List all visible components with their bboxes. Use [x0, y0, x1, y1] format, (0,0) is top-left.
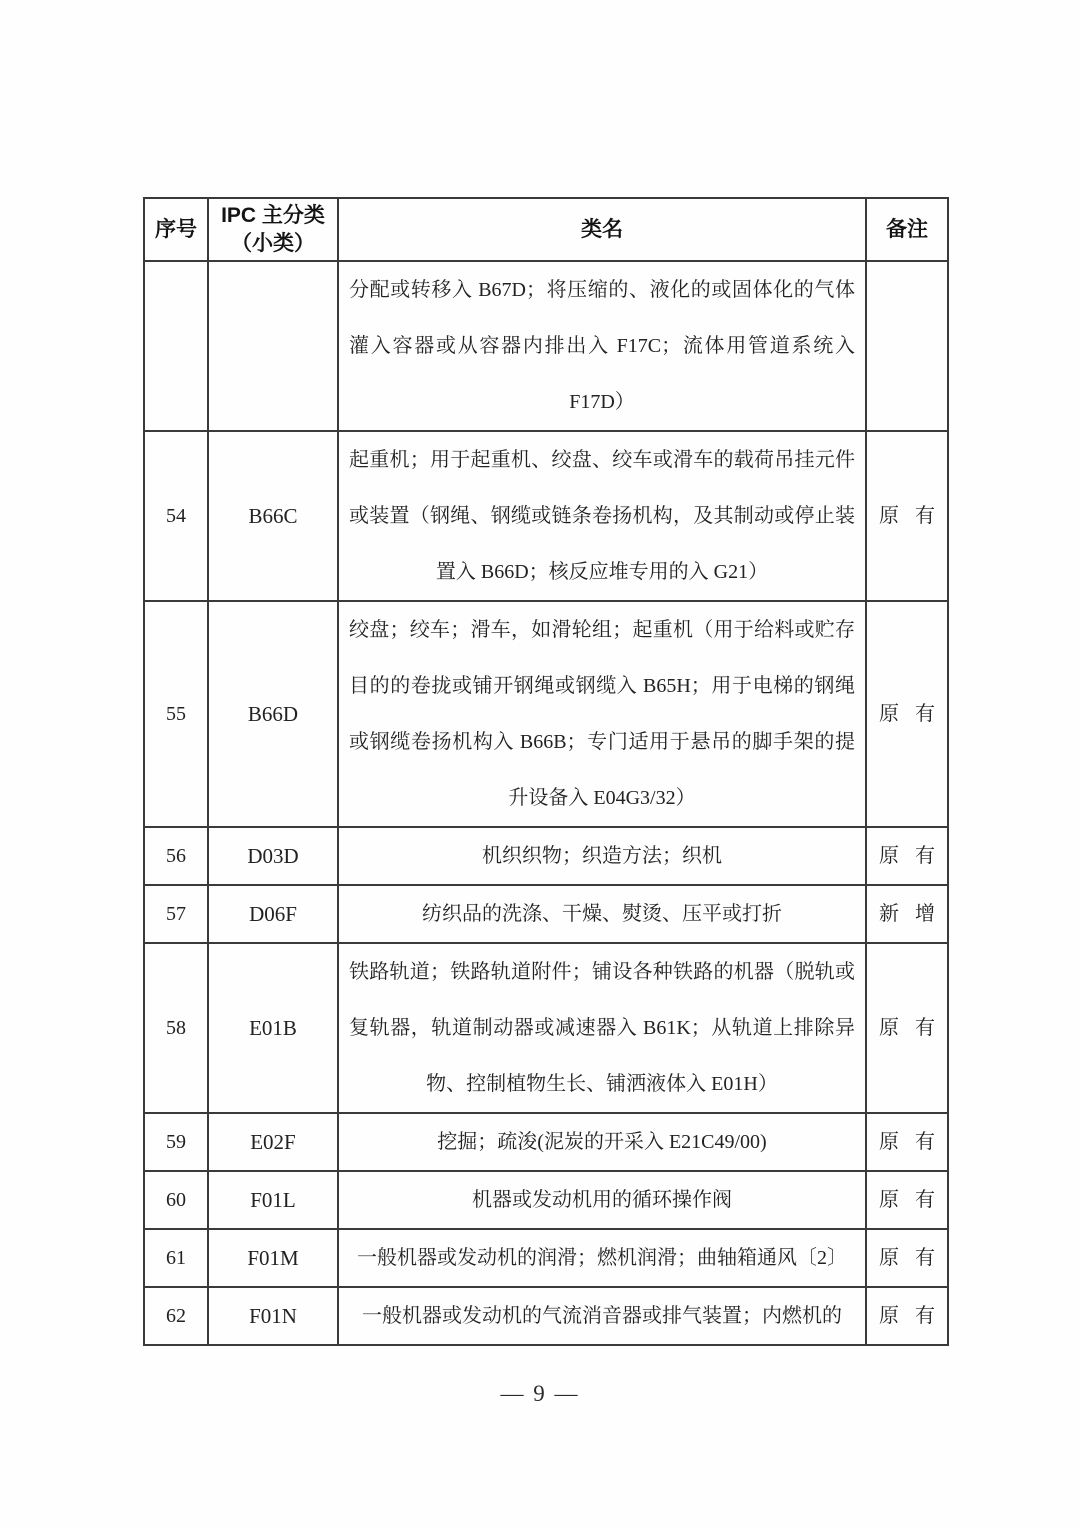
header-col-remark [866, 198, 948, 261]
row-ipc-cell: E01B [208, 943, 338, 1113]
header-col-ipc-line2: （小类） [231, 231, 315, 255]
table-body [144, 261, 948, 1345]
table-row [144, 1171, 948, 1229]
row-index-cell: 57 [144, 885, 208, 943]
row-remark-cell: 原有 [866, 431, 948, 601]
row-remark-cell: 原有 [866, 1287, 948, 1345]
row-remark-cell: 原有 [866, 1171, 948, 1229]
row-ipc-cell: F01L [208, 1171, 338, 1229]
table-row [144, 261, 948, 431]
row-classname-cell: 机器或发动机用的循环操作阀 [338, 1171, 866, 1229]
header-col-ipc [208, 198, 338, 261]
row-classname-cell: 挖掘；疏浚(泥炭的开采入 E21C49/00) [338, 1113, 866, 1171]
row-classname-cell: 铁路轨道；铁路轨道附件；铺设各种铁路的机器（脱轨或复轨器，轨道制动器或减速器入 B61K；从轨道上排除异物、控制植物生长、铺洒液体入 E01H） [338, 943, 866, 1113]
row-classname-cell: 纺织品的洗涤、干燥、熨烫、压平或打折 [338, 885, 866, 943]
row-classname-cell: 绞盘；绞车；滑车，如滑轮组；起重机（用于给料或贮存目的的卷拢或铺开钢绳或钢缆入 B65H；用于电梯的钢绳或钢缆卷扬机构入 B66B；专门适用于悬吊的脚手架的提升设备入 E04G3/32） [338, 601, 866, 827]
row-classname-cell: 起重机；用于起重机、绞盘、绞车或滑车的载荷吊挂元件或装置（钢绳、钢缆或链条卷扬机构，及其制动或停止装置入 B66D；核反应堆专用的入 G21） [338, 431, 866, 601]
row-ipc-cell [208, 261, 338, 431]
row-index-cell: 56 [144, 827, 208, 885]
row-remark-cell: 原有 [866, 601, 948, 827]
row-classname-cell: 分配或转移入 B67D；将压缩的、液化的或固体化的气体灌入容器或从容器内排出入 F17C；流体用管道系统入 F17D） [338, 261, 866, 431]
header-col-classname [338, 198, 866, 261]
row-ipc-cell: B66C [208, 431, 338, 601]
row-remark-cell [866, 261, 948, 431]
row-index-cell: 60 [144, 1171, 208, 1229]
table-row [144, 601, 948, 827]
row-index-cell: 54 [144, 431, 208, 601]
table-row [144, 1287, 948, 1345]
table-row [144, 943, 948, 1113]
row-remark-cell: 原有 [866, 1113, 948, 1171]
row-ipc-cell: B66D [208, 601, 338, 827]
row-ipc-cell: E02F [208, 1113, 338, 1171]
row-remark-cell: 原有 [866, 827, 948, 885]
header-col-classname-label: 类名 [581, 217, 623, 241]
row-ipc-cell: D03D [208, 827, 338, 885]
row-remark-cell: 新增 [866, 885, 948, 943]
row-index-cell: 62 [144, 1287, 208, 1345]
table-row [144, 431, 948, 601]
row-ipc-cell: F01N [208, 1287, 338, 1345]
table-row [144, 885, 948, 943]
row-classname-cell: 一般机器或发动机的润滑；燃机润滑；曲轴箱通风〔2〕 [338, 1229, 866, 1287]
row-classname-cell: 一般机器或发动机的气流消音器或排气装置；内燃机的 [338, 1287, 866, 1345]
header-col-ipc-line1: IPC 主分类 [221, 203, 325, 227]
row-index-cell: 61 [144, 1229, 208, 1287]
header-col-index [144, 198, 208, 261]
row-index-cell: 58 [144, 943, 208, 1113]
row-ipc-cell: F01M [208, 1229, 338, 1287]
row-remark-cell: 原有 [866, 1229, 948, 1287]
header-col-index-label: 序号 [155, 217, 197, 241]
table-row [144, 827, 948, 885]
row-ipc-cell: D06F [208, 885, 338, 943]
table-row [144, 1113, 948, 1171]
row-index-cell [144, 261, 208, 431]
row-classname-cell: 机织织物；织造方法；织机 [338, 827, 866, 885]
page-number: — 9 — [500, 1381, 580, 1406]
row-index-cell: 59 [144, 1113, 208, 1171]
row-index-cell: 55 [144, 601, 208, 827]
header-col-remark-label: 备注 [886, 217, 928, 241]
ipc-classification-table [143, 197, 949, 1346]
row-remark-cell: 原有 [866, 943, 948, 1113]
table-row [144, 1229, 948, 1287]
table-header-row [144, 198, 948, 261]
